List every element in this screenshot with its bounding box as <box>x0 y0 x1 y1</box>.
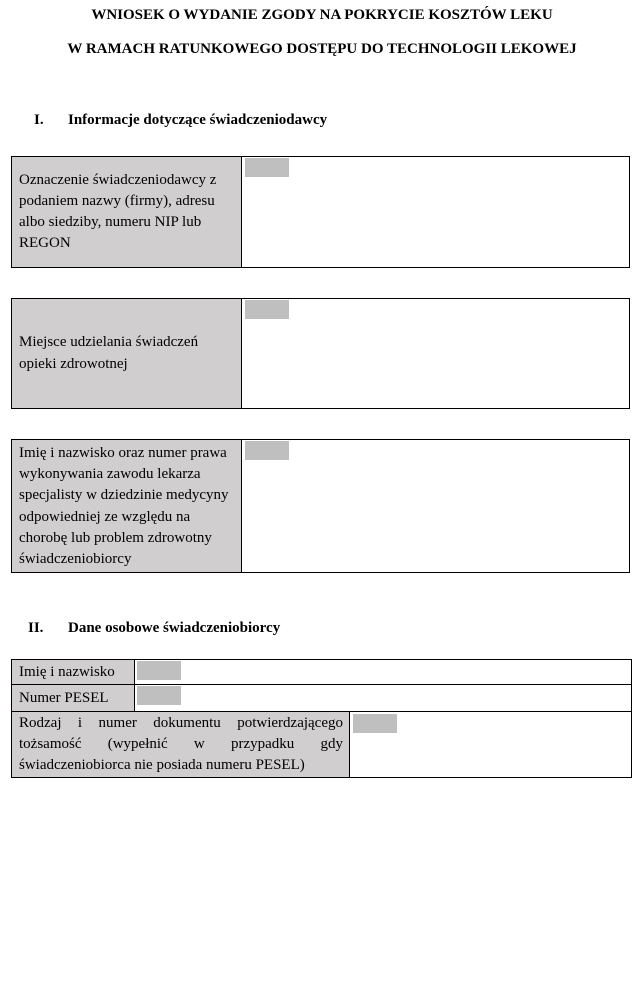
document-title-line2: W RAMACH RATUNKOWEGO DOSTĘPU DO TECHNOLOGII LEKOWEJ <box>67 41 577 57</box>
identity-document-row <box>11 711 632 778</box>
patient-name-input[interactable] <box>137 661 181 680</box>
pesel-label: Numer PESEL <box>12 685 135 711</box>
pesel-input[interactable] <box>137 686 181 705</box>
patient-name-row <box>11 659 632 685</box>
patient-name-label: Imię i nazwisko <box>12 660 135 684</box>
service-location-field[interactable] <box>243 299 629 408</box>
specialist-doctor-row <box>11 439 630 573</box>
provider-designation-label: Oznaczenie świadczeniodawcy z podaniem nazwy (firmy), adresu albo siedziby, numeru NIP lub REGON <box>12 157 242 267</box>
pesel-row <box>11 684 632 712</box>
document-title-line1: WNIOSEK O WYDANIE ZGODY NA POKRYCIE KOSZTÓW LEKU <box>91 7 553 23</box>
service-location-label: Miejsce udzielania świadczeń opieki zdrowotnej <box>12 299 242 408</box>
provider-designation-row <box>11 156 630 268</box>
identity-document-input[interactable] <box>353 714 397 733</box>
specialist-doctor-input[interactable] <box>245 441 289 460</box>
section2-number: II. <box>28 620 44 636</box>
service-location-row <box>11 298 630 409</box>
specialist-doctor-label: Imię i nazwisko oraz numer prawa wykonywania zawodu lekarza specjalisty w dziedzinie medycyny odpowiedniej ze względu na chorobę lub problem zdrowotny świadczeniobiorcy <box>12 440 242 572</box>
identity-document-label: Rodzaj i numer dokumentu potwierdzającego tożsamość (wypełnić w przypadku gdy świadczeniobiorca nie posiada numeru PESEL) <box>12 712 350 777</box>
provider-designation-field[interactable] <box>243 157 629 267</box>
section1-title: Informacje dotyczące świadczeniodawcy <box>68 112 328 128</box>
section1-number: I. <box>34 112 44 128</box>
service-location-input[interactable] <box>245 300 289 319</box>
section2-title: Dane osobowe świadczeniobiorcy <box>68 620 281 636</box>
specialist-doctor-field[interactable] <box>243 440 629 572</box>
provider-designation-input[interactable] <box>245 158 289 177</box>
